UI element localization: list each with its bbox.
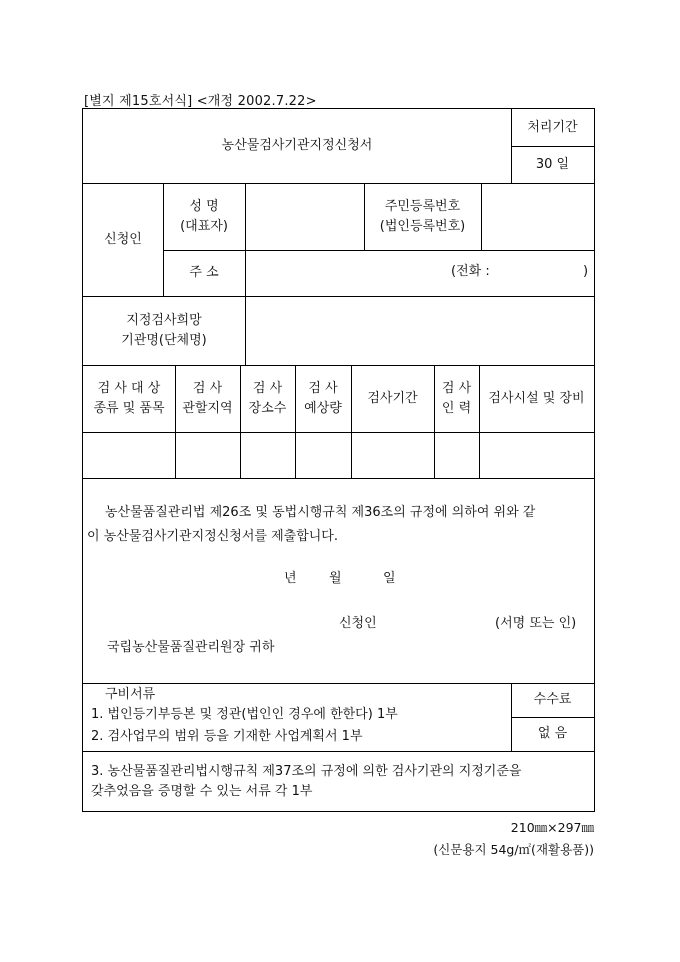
address-input-cell[interactable] [245,250,594,296]
header-line: 검 사 [308,380,338,396]
header-line: 종류 및 품목 [93,400,165,416]
table-cell[interactable] [479,432,594,478]
date-day: 일 [383,571,396,586]
phone-close: ) [583,264,589,279]
documents-title: 구비서류 [105,687,156,702]
name-input-cell[interactable] [245,183,364,250]
name-label-cell [163,183,245,250]
addressee: 국립농산물품질관리원장 귀하 [107,640,275,655]
form-header: [별지 제15호서식] <개정 2002.7.22> [84,94,317,109]
applicant-section-label: 신청인 [104,231,142,247]
phone-label: (전화 : [451,264,490,279]
fee-label: 수수료 [533,692,572,707]
header-line: 장소수 [248,400,287,416]
table-cell[interactable] [351,432,434,478]
header-line: 관할지역 [182,400,233,416]
document-item: 1. 법인등기부등본 및 정관(법인인 경우에 한한다) 1부 [91,707,398,722]
document-item-3-line2: 갖추었음을 증명할 수 있는 서류 각 1부 [91,784,313,799]
processing-period-value: 30 일 [535,156,570,172]
header-facilities [479,365,594,432]
table-cell[interactable] [83,432,175,478]
table-cell[interactable] [240,432,295,478]
header-site-count [240,365,295,432]
document-item-3-line1: 3. 농산물품질관리법시행규칙 제37조의 규정에 의한 검사기관의 지정기준을 [91,764,522,779]
id-label-cell [364,183,481,250]
address-label: 주 소 [189,265,219,280]
processing-period-label: 처리기간 [527,119,578,135]
header-line: 검 사 [192,380,223,396]
date-month: 월 [329,571,342,586]
header-expected-volume [295,365,351,432]
id-input-cell[interactable] [481,183,594,250]
institution-label-cell [83,296,245,365]
header-line: 검사시설 및 장비 [488,390,585,406]
table-cell[interactable] [295,432,351,478]
header-staff [434,365,479,432]
header-jurisdiction [175,365,240,432]
header-inspection-period [351,365,434,432]
statement-line1: 농산물품질관리법 제26조 및 동법시행규칙 제36조의 규정에 의하여 위와 같 [105,505,536,520]
header-line: 검 사 [441,380,472,396]
header-line: 검 사 대 상 [97,380,161,396]
institution-label-line1: 지정검사희망 [126,312,202,328]
id-sub-label: (법인등록번호) [379,218,466,234]
statement-line2: 이 농산물검사기관지정신청서를 제출합니다. [87,529,338,544]
name-sub-label: (대표자) [180,218,228,234]
name-label: 성 명 [189,198,219,214]
application-form [82,108,595,812]
id-label: 주민등록번호 [384,198,461,214]
document-item: 2. 검사업무의 범위 등을 기재한 사업계획서 1부 [91,729,363,744]
header-line: 검사기간 [367,390,418,406]
signer-label: 신청인 [339,616,377,631]
header-line: 인 력 [441,400,472,416]
fee-value: 없 음 [537,726,568,741]
institution-input-cell[interactable] [245,296,594,365]
form-title: 농산물검사기관지정신청서 [221,138,373,153]
paper-type: (신문용지 54g/㎡(재활용품)) [433,842,594,857]
table-cell[interactable] [175,432,240,478]
header-line: 검 사 [252,380,283,396]
table-cell[interactable] [434,432,479,478]
header-line: 예상량 [304,400,342,416]
institution-label-line2: 기관명(단체명) [121,332,207,348]
sign-note: (서명 또는 인) [495,616,577,631]
date-year: 년 [284,571,297,586]
header-inspection-target [83,365,175,432]
paper-size: 210㎜×297㎜ [510,820,594,835]
